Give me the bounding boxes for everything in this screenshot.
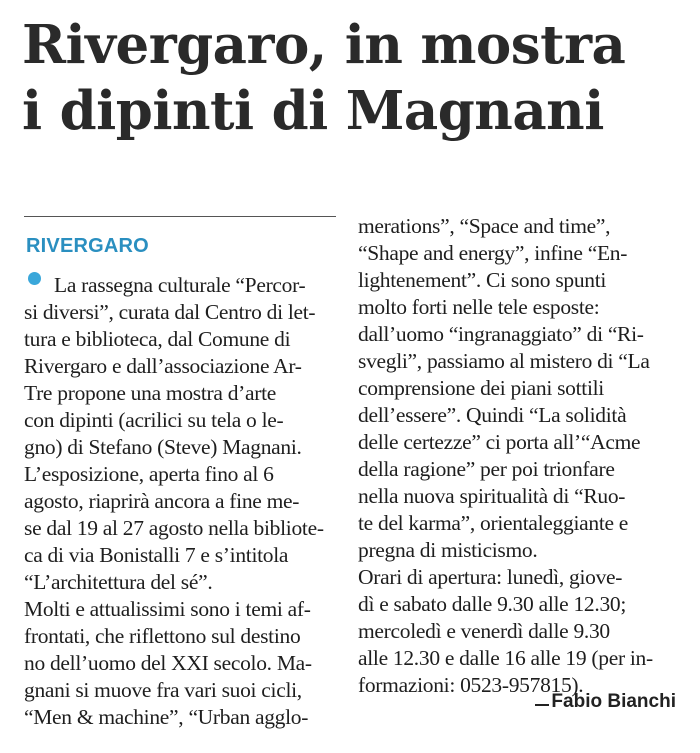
article-line: si diversi”, curata dal Centro di let-: [24, 300, 316, 324]
article-line: dall’uomo “ingranaggiato” di “Ri-: [358, 322, 644, 346]
article-line: molto forti nelle tele esposte:: [358, 295, 600, 319]
article-line: “Men & machine”, “Urban agglo-: [24, 705, 309, 729]
article-line: tura e biblioteca, dal Comune di: [24, 327, 291, 351]
article-line: nella nuova spiritualità di “Ruo-: [358, 484, 626, 508]
article-line: “Shape and energy”, infine “En-: [358, 241, 628, 265]
article-line: L’esposizione, aperta fino al 6: [24, 462, 274, 486]
article-line: con dipinti (acrilici su tela o le-: [24, 408, 284, 432]
article-line: delle certezze” ci porta all’“Acme: [358, 430, 641, 454]
article-line: te del karma”, orientaleggiante e: [358, 511, 629, 535]
article-line: La rassegna culturale “Percor-: [54, 273, 306, 297]
article-line: frontati, che riflettono sul destino: [24, 624, 301, 648]
article-line: gnani si muove fra vari suoi cicli,: [24, 678, 302, 702]
article-line: se dal 19 al 27 agosto nella bibliote-: [24, 516, 324, 540]
article-line: mercoledì e venerdì dalle 9.30: [358, 619, 610, 643]
article-line: formazioni: 0523-957815).: [358, 673, 584, 697]
article-line: pregna di misticismo.: [358, 538, 538, 562]
location-kicker: RIVERGARO: [26, 235, 149, 257]
article-line: dì e sabato dalle 9.30 alle 12.30;: [358, 592, 627, 616]
article-line: alle 12.30 e dalle 16 alle 19 (per in-: [358, 646, 653, 670]
article-line: gno) di Stefano (Steve) Magnani.: [24, 435, 302, 459]
author-byline: [535, 690, 676, 714]
article-line: della ragione” per poi trionfare: [358, 457, 615, 481]
headline: [22, 12, 692, 144]
byline-dash: [535, 704, 549, 706]
author-name: Fabio Bianchi: [551, 691, 676, 712]
article-line: “L’architettura del sé”.: [24, 570, 213, 594]
article-line: svegli”, passiamo al mistero di “La: [358, 349, 650, 373]
article-line: Tre propone una mostra d’arte: [24, 381, 277, 405]
article-line: comprensione dei piani sottili: [358, 376, 604, 400]
article-line: merations”, “Space and time”,: [358, 214, 611, 238]
bullet-dot-icon: [28, 272, 41, 285]
headline-line-2: i dipinti di Magnani: [22, 80, 604, 142]
article-line: agosto, riaprirà ancora a fine me-: [24, 489, 300, 513]
article-line: Orari di apertura: lunedì, giove-: [358, 565, 623, 589]
article-line: lightenement”. Ci sono spunti: [358, 268, 607, 292]
article-line: Molti e attualissimi sono i temi af-: [24, 597, 311, 621]
article-line: no dell’uomo del XXI secolo. Ma-: [24, 651, 312, 675]
article-line: Rivergaro e dall’associazione Ar-: [24, 354, 302, 378]
column-rule: [24, 216, 336, 217]
article-line: ca di via Bonistalli 7 e s’intitola: [24, 543, 289, 567]
headline-line-1: Rivergaro, in mostra: [22, 14, 626, 76]
article-line: dell’essere”. Quindi “La solidità: [358, 403, 627, 427]
